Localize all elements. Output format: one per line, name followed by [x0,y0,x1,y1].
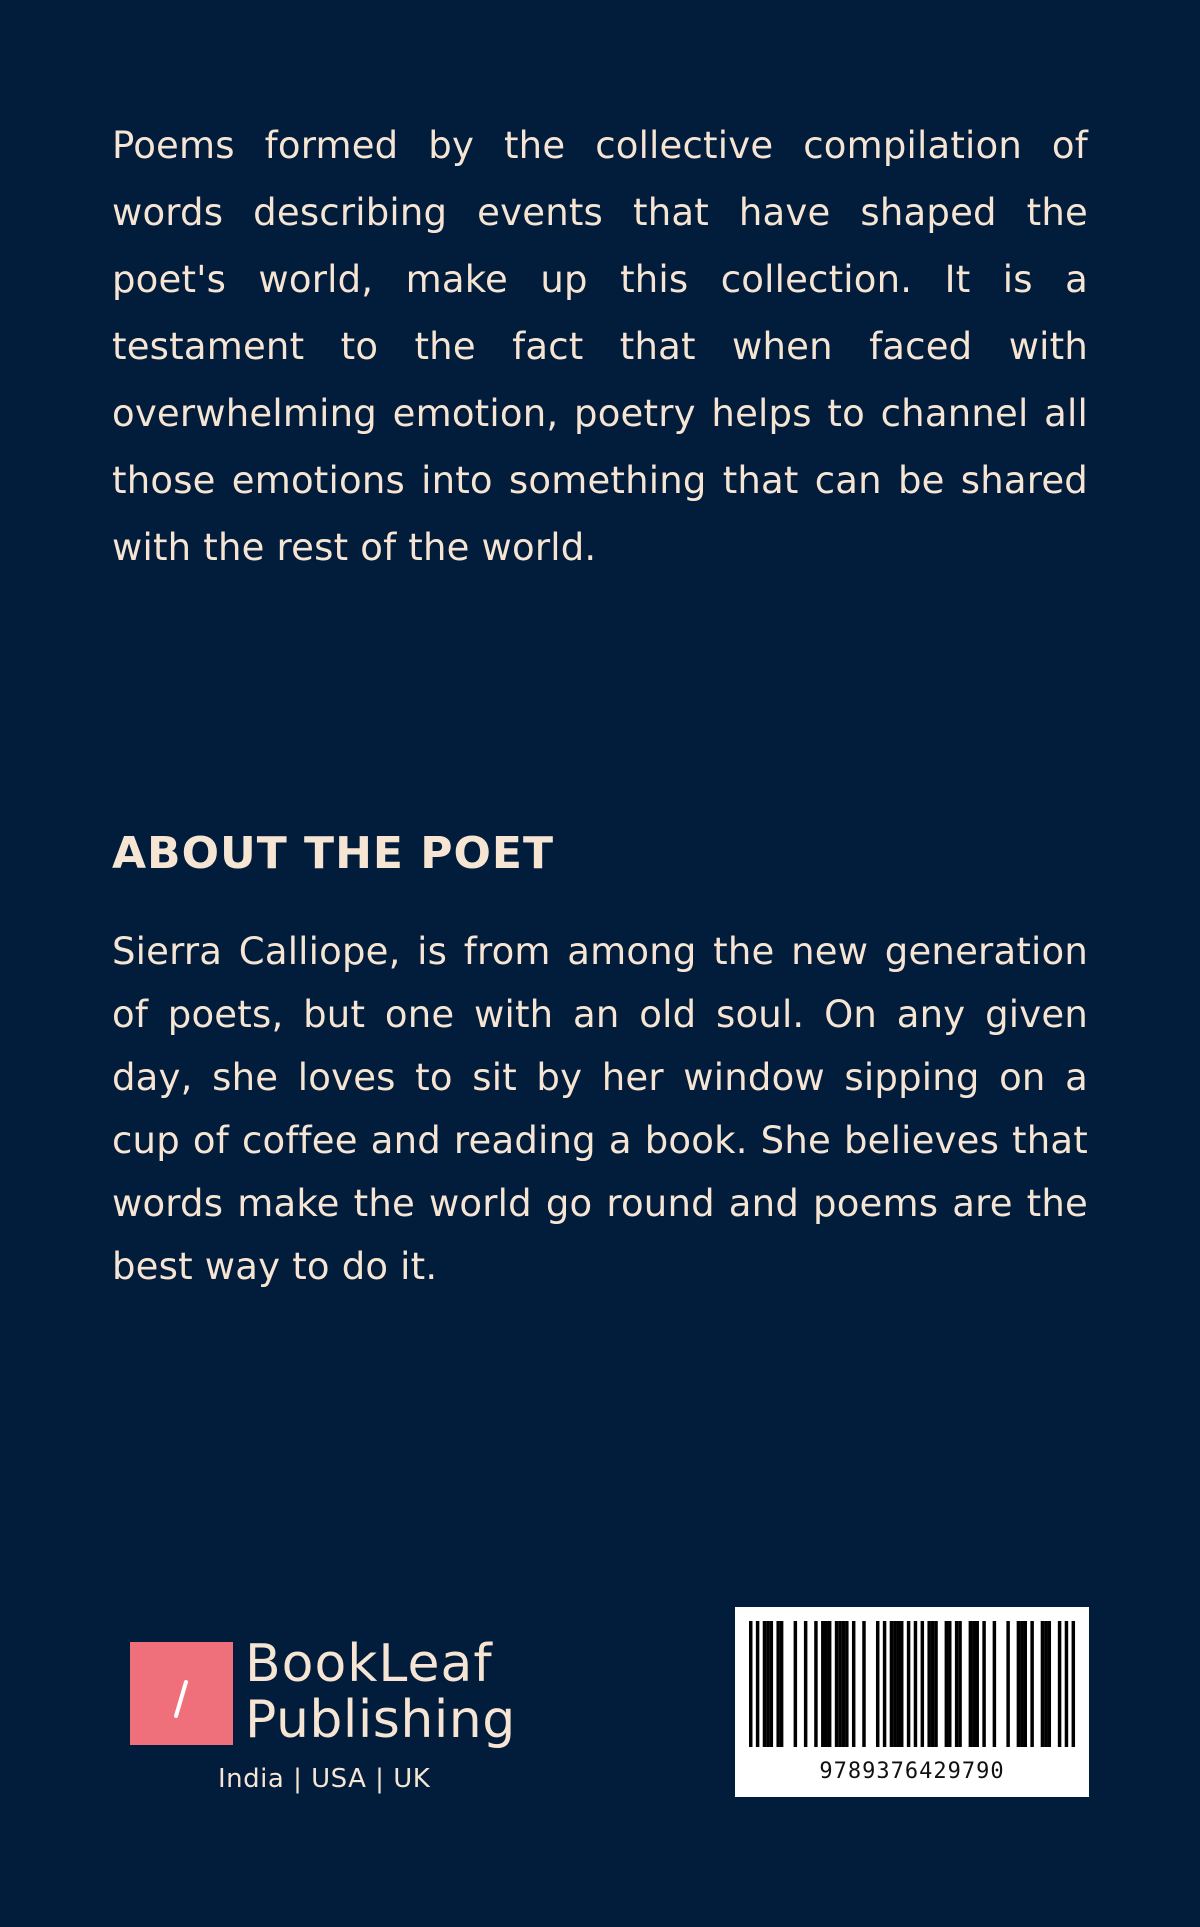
barcode-bar [958,1621,961,1747]
isbn-barcode [735,1607,1089,1797]
slash-logo-icon [130,1642,233,1745]
barcode-bar [993,1621,996,1747]
barcode-bar [1048,1621,1051,1747]
barcode-bar [921,1621,924,1747]
barcode-bar [814,1621,817,1747]
barcode-bar [934,1621,937,1747]
barcode-bar [794,1621,797,1747]
barcode-bar [893,1621,896,1747]
barcode-bar [835,1621,838,1747]
barcode-bar [1006,1621,1009,1747]
barcode-bar [763,1621,766,1747]
barcode-bar [1041,1621,1044,1747]
barcode-bar [1044,1621,1047,1747]
barcode-bar [770,1621,773,1747]
barcode-bar [824,1621,827,1747]
barcode-bar [766,1621,769,1747]
barcode-bar [969,1621,972,1747]
barcode-bar [982,1621,985,1747]
barcode-bar [1065,1621,1068,1747]
barcode-bar [945,1621,948,1747]
barcode-bar [1072,1621,1075,1747]
barcode-bar [890,1621,893,1747]
barcode-bar [927,1621,930,1747]
barcode-bar [931,1621,934,1747]
barcode-bar [845,1621,848,1747]
barcode-bar [914,1621,917,1747]
barcode-bar [975,1621,978,1747]
barcode-bar [842,1621,845,1747]
about-poet-text: Sierra Calliope, is from among the new generation of poets, but one with an old soul. On any given day, she loves to sit by her window sipping on a cup of coffee and reading a book. She believes that words make the world go round and poems are the best way to do it. [112,930,1088,1288]
publisher-name-line1: BookLeaf [245,1634,493,1694]
book-blurb: Poems formed by the collective compilation of words describing events that have shaped the poet's world, make up this collection. It is a testament to the fact that when faced with overwhelming emotion, poetry helps to channel all those emotions into something that can be shared with the rest of the world. [112,124,1088,569]
barcode-bar [897,1621,900,1747]
about-poet-heading: ABOUT THE POET [112,828,554,879]
barcode-bar [955,1621,958,1747]
barcode-bar [1017,1621,1020,1747]
barcode-bar [828,1621,831,1747]
barcode-bar [804,1621,807,1747]
barcode-bar [838,1621,841,1747]
barcode-bar [821,1621,824,1747]
barcode-bar [749,1621,752,1747]
barcode-bar [1058,1621,1061,1747]
publisher-name-line2: Publishing [245,1690,516,1750]
barcode-bar [776,1621,779,1747]
barcode-bar [876,1621,879,1747]
publisher-regions: India | USA | UK [218,1764,431,1794]
barcode-bar [1020,1621,1023,1747]
barcode-bar [883,1621,886,1747]
barcode-bar [862,1621,865,1747]
barcode-bar [972,1621,975,1747]
publisher-logo [130,1634,530,1798]
barcode-bar [756,1621,759,1747]
barcode-bar [907,1621,910,1747]
barcode-bar [780,1621,783,1747]
barcode-bar [900,1621,903,1747]
barcode-bar [852,1621,855,1747]
isbn-number: 9789376429790 [819,1759,1005,1784]
barcode-bar [1024,1621,1027,1747]
barcode-bar [1030,1621,1033,1747]
barcode-bar [948,1621,951,1747]
